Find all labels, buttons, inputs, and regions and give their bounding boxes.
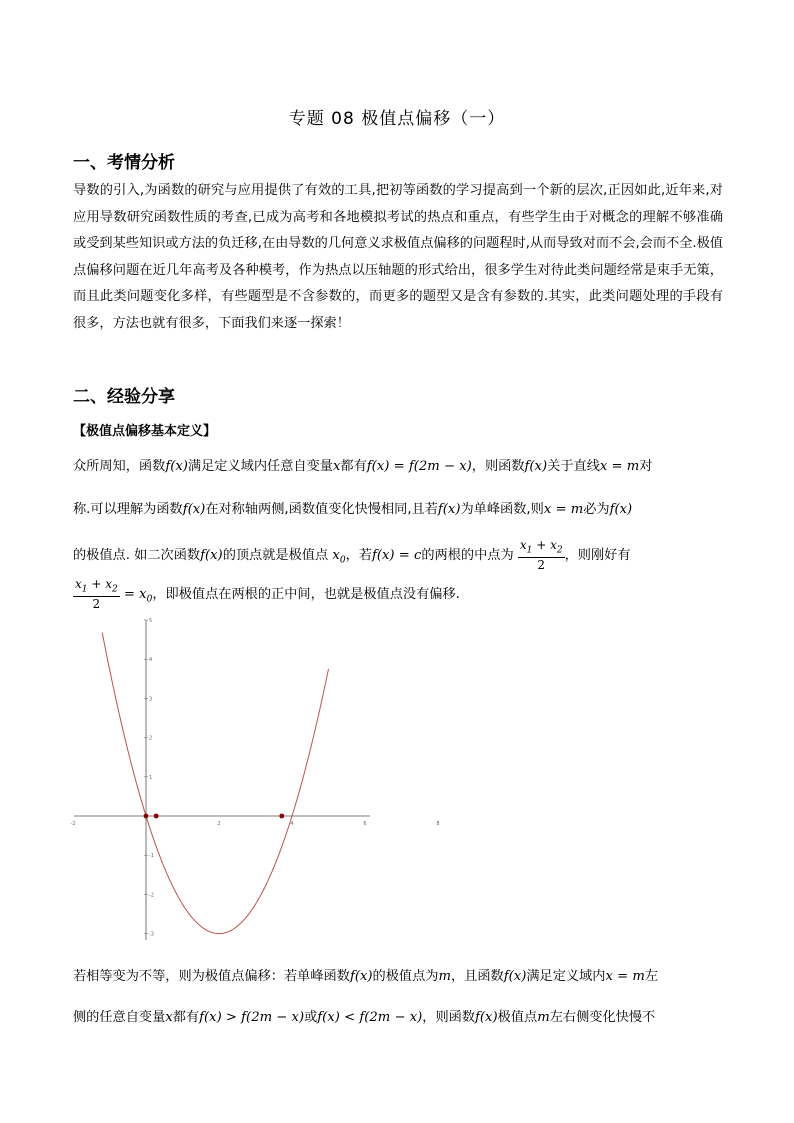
text: 称.可以理解为函数 <box>73 502 183 517</box>
analysis-text: 导数的引入,为函数的研究与应用提供了有效的工具,把初等函数的学习提高到一个新的层次,正因如此,近年来,对应用导数研究函数性质的考查,已成为高考和各地模拟考试的热点和重点，有些学生由于对概念的理解不够准确或受到某些知识或方法的负迁移,在由导数的几何意义求极值点偏移的问题程时,从而导致对而不会,会而不全.极值点偏移问题在近几年高考及各种模考，作为热点以压轴题的形式给出，很多学生对待此类问题经常是束手无策，而且此类问题变化多样，有些题型是不含参数的，而更多的题型又是含有参数的.其实，此类问题处理的手段有很多，方法也就有很多，下面我们来逐一探索！ <box>73 183 723 331</box>
definition-line-4 <box>73 577 723 611</box>
math-fx: f(x) <box>165 459 188 474</box>
math-xm: x = m <box>543 502 584 517</box>
text: 在对称轴两侧,函数值变化快慢相同,且若 <box>205 502 438 517</box>
math-fxc: f(x) = c <box>371 548 422 564</box>
y-tick-label: -2 <box>149 892 154 899</box>
math-x: x <box>332 459 341 474</box>
graph-axes <box>74 620 370 940</box>
text: 对 <box>639 459 653 474</box>
text: 关于直线 <box>547 459 600 474</box>
math-fx: f(x) <box>609 502 633 517</box>
math-x0: $x_0$ <box>332 548 346 566</box>
text: 左右侧变化快慢不 <box>549 1010 656 1025</box>
offset-line-2 <box>73 1006 723 1025</box>
text: 满足定义域内 <box>526 969 606 984</box>
text: ，若 <box>345 548 372 564</box>
y-tick-label: -3 <box>149 931 154 938</box>
math-eq-x0: = $x_0$ <box>123 587 153 605</box>
text: 若相等变为不等，则为极值点偏移：若单峰函数 <box>73 969 350 984</box>
offset-line-1 <box>73 965 723 984</box>
math-fx: f(x) <box>349 969 373 984</box>
fraction-midpoint: $\frac{x_1 + x_2}{2}$ <box>75 577 118 612</box>
text: 左 <box>644 969 659 984</box>
parabola-graph <box>60 615 440 945</box>
text: 侧的任意自变量 <box>73 1010 166 1025</box>
text: 必为 <box>583 502 610 517</box>
parabola-curve <box>102 633 328 934</box>
definition-line-3 <box>73 538 723 572</box>
math-gt: f(x) > f(2m − x) <box>199 1010 305 1025</box>
math-eq1: f(x) = f(2m − x) <box>366 459 472 474</box>
text: ，且函数 <box>451 969 504 984</box>
subheading-definition: 【极值点偏移基本定义】 <box>73 424 217 439</box>
text: ，则刚好有 <box>564 548 631 564</box>
math-fx: f(x) <box>503 969 527 984</box>
x-tick-label: 2 <box>217 821 221 827</box>
y-tick-label: 4 <box>149 657 153 664</box>
x-tick-label: 4 <box>290 821 294 827</box>
text: 的两根的中点为 <box>421 548 514 564</box>
math-m: m <box>438 969 451 984</box>
text: ，即极值点在两根的正中间，也就是极值点没有偏移. <box>152 587 460 603</box>
math-fx: f(x) <box>437 502 461 517</box>
math-xm: x = m <box>599 459 640 474</box>
analysis-paragraph <box>73 178 723 337</box>
axis-ticks <box>71 618 440 938</box>
page-title: 专题 08 极值点偏移（一） <box>288 109 506 129</box>
text: 都有 <box>172 1010 200 1025</box>
y-tick-label: 2 <box>149 735 153 742</box>
math-lt: f(x) < f(2m − x) <box>317 1010 423 1025</box>
fraction-midpoint: $\frac{x_1 + x_2}{2}$ <box>519 538 563 573</box>
math-fx: f(x) <box>182 502 206 517</box>
y-tick-label: -1 <box>149 853 154 860</box>
text: 众所周知，函数 <box>73 459 166 474</box>
text: 的极值点. 如二次函数 <box>73 548 201 564</box>
definition-line-1 <box>73 455 723 474</box>
text: 或 <box>304 1010 318 1025</box>
graph-point <box>144 814 149 819</box>
math-fx: f(x) <box>524 459 548 474</box>
text: ，则函数 <box>471 459 525 474</box>
graph-point <box>279 814 284 819</box>
x-tick-label: -2 <box>70 821 76 827</box>
text: 的极值点为 <box>372 969 439 984</box>
y-tick-label: 1 <box>149 774 153 781</box>
x-tick-label: 6 <box>363 821 367 827</box>
math-x: x <box>165 1010 173 1025</box>
text: ，则函数 <box>422 1010 476 1025</box>
graph-point <box>154 814 159 819</box>
text: 为单峰函数,则 <box>460 502 544 517</box>
text: 的顶点就是极值点 <box>222 548 329 564</box>
x-tick-label: 8 <box>436 821 440 827</box>
text: 满足定义域内任意自变量 <box>187 459 333 474</box>
section-heading-analysis: 一、考情分析 <box>73 153 175 173</box>
definition-line-2 <box>73 498 723 517</box>
y-tick-label: 5 <box>149 618 153 624</box>
section-heading-experience: 二、经验分享 <box>73 387 175 407</box>
math-fx: f(x) <box>200 548 223 564</box>
math-fx: f(x) <box>475 1010 498 1025</box>
math-m: m <box>537 1010 550 1025</box>
text: 极值点 <box>497 1010 538 1025</box>
text: 都有 <box>340 459 367 474</box>
math-xm: x = m <box>605 969 645 984</box>
y-tick-label: 3 <box>149 696 153 703</box>
